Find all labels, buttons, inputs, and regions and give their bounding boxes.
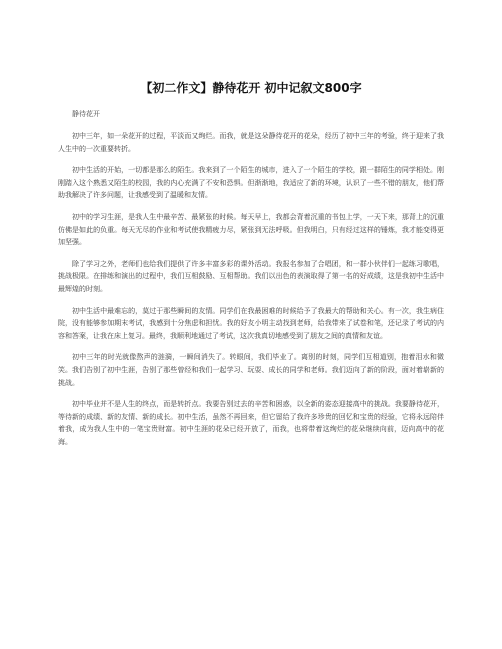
paragraph-3: 初中的学习生涯，是我人生中最辛苦、最紧张的时候。每天早上，我都会背着沉重的书包上学，一天下来，那背上的沉重仿佛是如此的负重。每天无尽的作业和考试使我精疲力尽，紧张到无法呼吸。但我明白，只有经过这样的锤炼，我才能变得更加坚强。 <box>58 212 444 247</box>
paragraph-6: 初中三年的时光就像熬声的涟漪，一瞬间消失了。转眼间，我们毕业了。离别的时刻，同学们互相道别，抱着泪水和微笑。我们告别了初中生涯，告别了那些曾经和我们一起学习、玩耍、成长的同学和老师。我们迈向了新的阶段，面对着崭新的挑战。 <box>58 353 444 387</box>
paragraph-7: 初中毕业并不是人生的终点，而是转折点。我要告别过去的辛苦和困惑，以全新的姿态迎接高中的挑战。我要静待花开，等待新的成绩、新的友情、新的成长。初中生活，虽然不再回来，但它留给了我许多珍贵的回忆和宝贵的经验，它将永远陪伴着我，成为我人生中的一笔宝贵财富。初中生涯的花朵已经开放了，而我，也将带着这绚烂的花朵继续向前，迈向高中的花海。 <box>58 400 444 446</box>
paragraph-4: 除了学习之外，老师们也给我们提供了许多丰富多彩的课外活动。我报名参加了合唱团，和一群小伙伴们一起练习歌唱，挑战极限。在排练和演出的过程中，我们互相鼓励、互相帮助。我们以出色的表演取得了第一名的好成绩，这是我初中生活中最辉煌的时刻。 <box>58 259 444 293</box>
document-title: 【初二作文】静待花开 初中记叙文800字 <box>140 81 362 95</box>
essay-subtitle: 静待花开 <box>72 110 100 118</box>
paragraph-1: 初中三年，如一朵花开的过程，平淡而又绚烂。而我，就是这朵静待花开的花朵，经历了初中三年的考验，终于迎来了我人生中的一次重要转折。 <box>58 132 444 153</box>
paragraph-5: 初中生活中最难忘的，莫过于那些瞬间的友情。同学们在我最困难的时候给予了我最大的帮助和关心。有一次，我生病住院，没有能够参加期末考试，我感到十分焦虑和担忧。我的好友小明主动找到老师，给我带来了试卷和笔，还记录了考试的内容和答案，让我在床上复习。最终，我顺利地通过了考试，这次我真切地感受到了朋友之间的真情和友谊。 <box>58 306 444 340</box>
paragraph-2: 初中生活的开始，一切都是那么的陌生。我来到了一个陌生的城市，进入了一个陌生的学校，跟一群陌生的同学相处。刚刚踏入这个熟悉又陌生的校园，我的内心充满了不安和恐惧。但渐渐地，我适应了新的环境，认识了一些不错的朋友，他们帮助我解决了许多问题，让我感受到了温暖和友情。 <box>58 166 444 200</box>
